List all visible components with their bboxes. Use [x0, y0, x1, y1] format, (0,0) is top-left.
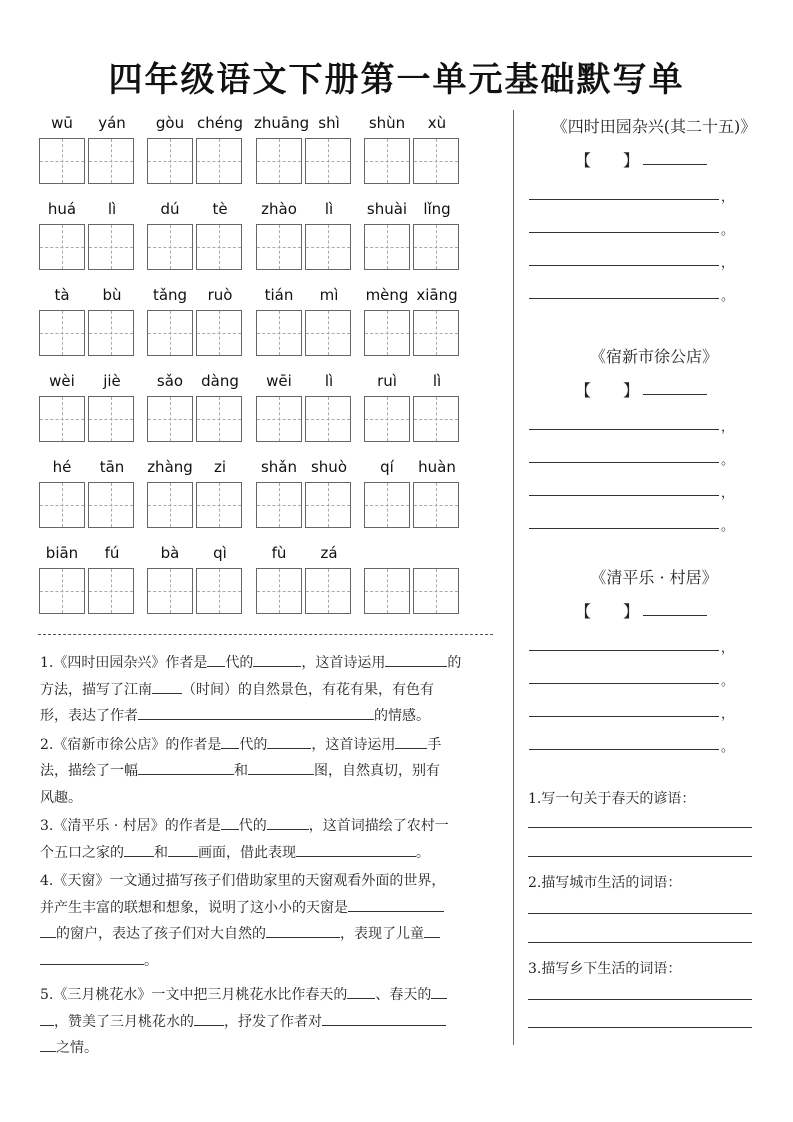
- question-1: 1.《四时田园杂兴》作者是 代的 ，这首诗运用 的 方法，描写了江南 （时间）的自然景色，有花有果，有色有 形，表达了作者 的情感。: [40, 650, 500, 730]
- answer-blank[interactable]: [40, 948, 144, 965]
- pinyin-label: bà: [160, 544, 180, 562]
- answer-blank[interactable]: [221, 813, 239, 830]
- writing-cell[interactable]: [88, 396, 134, 442]
- answer-blank[interactable]: [431, 982, 447, 999]
- writing-cell[interactable]: [147, 568, 193, 614]
- poem-block-2: [515, 344, 793, 544]
- question-3: 3.《清平乐 · 村居》的作者是 代的 ，这首词描绘了农村一 个五口之家的 和 画面，借此表现 。: [40, 813, 500, 866]
- answer-blank[interactable]: [395, 732, 427, 749]
- pinyin-label: zhuāng: [254, 114, 310, 132]
- writing-cell[interactable]: [39, 310, 85, 356]
- pinyin-label: zá: [320, 544, 338, 562]
- writing-cell[interactable]: [39, 568, 85, 614]
- writing-cell[interactable]: [305, 310, 351, 356]
- author-blank[interactable]: [643, 164, 707, 165]
- word-group: [364, 200, 465, 272]
- answer-blank[interactable]: [248, 758, 314, 775]
- pinyin-label: xù: [427, 114, 447, 132]
- poem-punctuation: ，: [721, 256, 735, 271]
- writing-cell[interactable]: [88, 568, 134, 614]
- writing-cell[interactable]: [196, 396, 242, 442]
- answer-line[interactable]: [528, 827, 752, 828]
- writing-cell[interactable]: [364, 568, 410, 614]
- word-group: [39, 114, 140, 186]
- pinyin-label: qí: [380, 458, 394, 476]
- poem-punctuation: 。: [721, 674, 735, 689]
- poem-punctuation: 。: [721, 740, 735, 755]
- pinyin-label: zi: [213, 458, 227, 476]
- answer-blank[interactable]: [348, 895, 444, 912]
- poem-title: 《清平乐 · 村居》: [590, 568, 718, 587]
- pinyin-label: wèi: [49, 372, 75, 390]
- word-group: [147, 458, 248, 530]
- pinyin-label: mì: [319, 286, 339, 304]
- writing-cell[interactable]: [305, 568, 351, 614]
- word-group: [39, 286, 140, 358]
- writing-cell[interactable]: [364, 396, 410, 442]
- pinyin-label: ruì: [377, 372, 397, 390]
- pinyin-label: chéng: [196, 114, 243, 132]
- pinyin-label: tān: [99, 458, 125, 476]
- pinyin-label: zhàng: [147, 458, 193, 476]
- word-group: [256, 458, 357, 530]
- answer-blank[interactable]: [124, 840, 154, 857]
- pinyin-label: shǎn: [260, 458, 298, 476]
- writing-cell[interactable]: [256, 224, 302, 270]
- word-group: [39, 544, 140, 616]
- pinyin-label: wēi: [266, 372, 292, 390]
- answer-blank[interactable]: [296, 840, 416, 857]
- answer-blank[interactable]: [322, 1009, 446, 1026]
- column-divider: [513, 110, 514, 1045]
- answer-blank[interactable]: [168, 840, 198, 857]
- poem-punctuation: 。: [721, 223, 735, 238]
- pinyin-label: jiè: [103, 372, 121, 390]
- writing-cell[interactable]: [364, 482, 410, 528]
- answer-blank[interactable]: [40, 1009, 54, 1026]
- answer-blank[interactable]: [267, 732, 311, 749]
- word-group: [147, 286, 248, 358]
- answer-line[interactable]: [528, 1027, 752, 1028]
- poem-punctuation: 。: [721, 453, 735, 468]
- answer-blank[interactable]: [385, 650, 447, 667]
- writing-cell[interactable]: [88, 310, 134, 356]
- answer-blank[interactable]: [194, 1009, 224, 1026]
- pinyin-label: dàng: [201, 372, 239, 390]
- word-group: [256, 200, 357, 272]
- poem-author-bracket: 【 】: [575, 602, 640, 621]
- poem-line-blank[interactable]: [529, 716, 719, 717]
- answer-blank[interactable]: [347, 982, 375, 999]
- answer-blank[interactable]: [267, 813, 309, 830]
- writing-cell[interactable]: [147, 310, 193, 356]
- writing-cell[interactable]: [196, 482, 242, 528]
- writing-cell[interactable]: [147, 138, 193, 184]
- writing-cell[interactable]: [39, 224, 85, 270]
- pinyin-label: gòu: [155, 114, 185, 132]
- answer-blank[interactable]: [138, 703, 374, 720]
- pinyin-label: wū: [51, 114, 73, 132]
- poem-author-bracket: 【 】: [575, 381, 640, 400]
- writing-cell[interactable]: [413, 568, 459, 614]
- right-question-2: 2.描写城市生活的词语：: [528, 875, 682, 891]
- writing-cell[interactable]: [256, 138, 302, 184]
- right-question-1: 1.写一句关于春天的谚语：: [528, 791, 696, 807]
- pinyin-label: sǎo: [156, 372, 184, 390]
- answer-line[interactable]: [528, 856, 752, 857]
- answer-blank[interactable]: [207, 650, 225, 667]
- poem-punctuation: 。: [721, 289, 735, 304]
- dashed-divider: [38, 634, 493, 635]
- poem-punctuation: ，: [721, 420, 735, 435]
- pinyin-row: [39, 200, 479, 285]
- pinyin-label: lǐng: [423, 200, 451, 218]
- writing-cell[interactable]: [256, 310, 302, 356]
- pinyin-label: xiāng: [416, 286, 458, 304]
- question-section: [40, 650, 500, 1064]
- answer-blank[interactable]: [40, 921, 56, 938]
- pinyin-row: [39, 544, 479, 629]
- pinyin-label: shùn: [368, 114, 406, 132]
- writing-cell[interactable]: [305, 224, 351, 270]
- pinyin-label: mèng: [365, 286, 409, 304]
- answer-blank[interactable]: [221, 732, 239, 749]
- pinyin-label: tà: [54, 286, 70, 304]
- writing-cell[interactable]: [147, 482, 193, 528]
- answer-line[interactable]: [528, 942, 752, 943]
- writing-cell[interactable]: [413, 138, 459, 184]
- writing-cell[interactable]: [88, 224, 134, 270]
- right-question-3: 3.描写乡下生活的词语：: [528, 961, 682, 977]
- question-4: 4.《天窗》一文通过描写孩子们借助家里的天窗观看外面的世界， 并产生丰富的联想和想象，说明了这小小的天窗是 的窗户，表达了孩子们对大自然的 ，表现了儿童 。: [40, 873, 446, 969]
- poem-line-blank[interactable]: [529, 650, 719, 651]
- writing-cell[interactable]: [413, 310, 459, 356]
- pinyin-label: huá: [47, 200, 77, 218]
- writing-cell[interactable]: [364, 224, 410, 270]
- answer-blank[interactable]: [424, 921, 440, 938]
- poem-title: 《四时田园杂兴(其二十五)》: [551, 117, 757, 136]
- word-group: [39, 458, 140, 530]
- writing-cell[interactable]: [364, 138, 410, 184]
- writing-cell[interactable]: [196, 568, 242, 614]
- poem-line-blank[interactable]: [529, 429, 719, 430]
- pinyin-row: [39, 458, 479, 543]
- pinyin-label: lì: [107, 200, 117, 218]
- pinyin-label: tǎng: [152, 286, 188, 304]
- poem-punctuation: ，: [721, 486, 735, 501]
- poem-line-blank[interactable]: [529, 199, 719, 200]
- writing-cell[interactable]: [88, 482, 134, 528]
- writing-cell[interactable]: [305, 396, 351, 442]
- writing-cell[interactable]: [39, 482, 85, 528]
- writing-cell[interactable]: [196, 224, 242, 270]
- writing-cell[interactable]: [147, 224, 193, 270]
- word-group: [147, 372, 248, 444]
- poem-punctuation: ，: [721, 190, 735, 205]
- writing-cell[interactable]: [256, 568, 302, 614]
- pinyin-label: yán: [98, 114, 126, 132]
- pinyin-label: fú: [104, 544, 120, 562]
- writing-cell[interactable]: [256, 482, 302, 528]
- answer-line[interactable]: [528, 999, 752, 1000]
- writing-cell[interactable]: [256, 396, 302, 442]
- word-group: [364, 458, 465, 530]
- poem-line-blank[interactable]: [529, 495, 719, 496]
- pinyin-label: zhào: [261, 200, 297, 218]
- word-group: [256, 286, 357, 358]
- answer-blank[interactable]: [138, 758, 234, 775]
- pinyin-row: [39, 286, 479, 371]
- pinyin-label: shì: [318, 114, 340, 132]
- poem-author-bracket: 【 】: [575, 151, 640, 170]
- question-2: 2.《宿新市徐公店》的作者是 代的 ，这首诗运用 手 法，描绘了一幅 和 图，自然真切，别有 风趣。: [40, 732, 500, 812]
- word-group: [39, 200, 140, 272]
- word-group: [147, 544, 248, 616]
- poem-line-blank[interactable]: [529, 232, 719, 233]
- writing-cell[interactable]: [39, 396, 85, 442]
- word-group: [39, 372, 140, 444]
- pinyin-label: qì: [213, 544, 227, 562]
- writing-cell[interactable]: [413, 396, 459, 442]
- answer-blank[interactable]: [152, 677, 182, 694]
- writing-cell[interactable]: [305, 138, 351, 184]
- pinyin-label: lì: [432, 372, 442, 390]
- pinyin-label: shuò: [310, 458, 347, 476]
- poem-line-blank[interactable]: [529, 265, 719, 266]
- writing-cell[interactable]: [147, 396, 193, 442]
- poem-punctuation: ，: [721, 641, 735, 656]
- writing-cell[interactable]: [88, 138, 134, 184]
- poem-title: 《宿新市徐公店》: [589, 347, 718, 366]
- pinyin-row: [39, 114, 479, 199]
- poem-punctuation: 。: [721, 519, 735, 534]
- writing-cell[interactable]: [413, 482, 459, 528]
- writing-cell[interactable]: [196, 138, 242, 184]
- question-5: 5.《三月桃花水》一文中把三月桃花水比作春天的 、春天的 ，赞美了三月桃花水的 ，抒发了作者对 之情。: [40, 982, 500, 1062]
- word-group: [364, 114, 465, 186]
- pinyin-label: lì: [324, 200, 334, 218]
- pinyin-label: ruò: [207, 286, 233, 304]
- pinyin-row: [39, 372, 479, 457]
- word-group: [147, 200, 248, 272]
- pinyin-label: tè: [212, 200, 228, 218]
- answer-blank[interactable]: [40, 1035, 56, 1052]
- poem-line-blank[interactable]: [529, 749, 719, 750]
- word-group: [256, 114, 357, 186]
- pinyin-label: hé: [52, 458, 72, 476]
- word-group: [364, 544, 465, 616]
- pinyin-label: lì: [324, 372, 334, 390]
- word-group: [147, 114, 248, 186]
- writing-cell[interactable]: [39, 138, 85, 184]
- author-blank[interactable]: [643, 615, 707, 616]
- poem-line-blank[interactable]: [529, 298, 719, 299]
- pinyin-label: huàn: [418, 458, 456, 476]
- answer-blank[interactable]: [266, 921, 340, 938]
- pinyin-label: bù: [102, 286, 122, 304]
- word-group: [364, 372, 465, 444]
- poem-line-blank[interactable]: [529, 528, 719, 529]
- pinyin-label: biān: [45, 544, 79, 562]
- writing-cell[interactable]: [305, 482, 351, 528]
- poem-line-blank[interactable]: [529, 683, 719, 684]
- poem-line-blank[interactable]: [529, 462, 719, 463]
- page-title: 四年级语文下册第一单元基础默写单: [108, 60, 685, 100]
- answer-blank[interactable]: [253, 650, 301, 667]
- pinyin-label: shuài: [366, 200, 408, 218]
- answer-line[interactable]: [528, 913, 752, 914]
- poem-block-3: [515, 565, 793, 765]
- writing-cell[interactable]: [413, 224, 459, 270]
- poem-block-1: [515, 114, 793, 314]
- pinyin-label: tián: [264, 286, 294, 304]
- poem-punctuation: ，: [721, 707, 735, 722]
- author-blank[interactable]: [643, 394, 707, 395]
- word-group: [256, 372, 357, 444]
- writing-cell[interactable]: [196, 310, 242, 356]
- word-group: [364, 286, 465, 358]
- pinyin-label: fù: [271, 544, 287, 562]
- pinyin-label: dú: [160, 200, 180, 218]
- word-group: [256, 544, 357, 616]
- writing-cell[interactable]: [364, 310, 410, 356]
